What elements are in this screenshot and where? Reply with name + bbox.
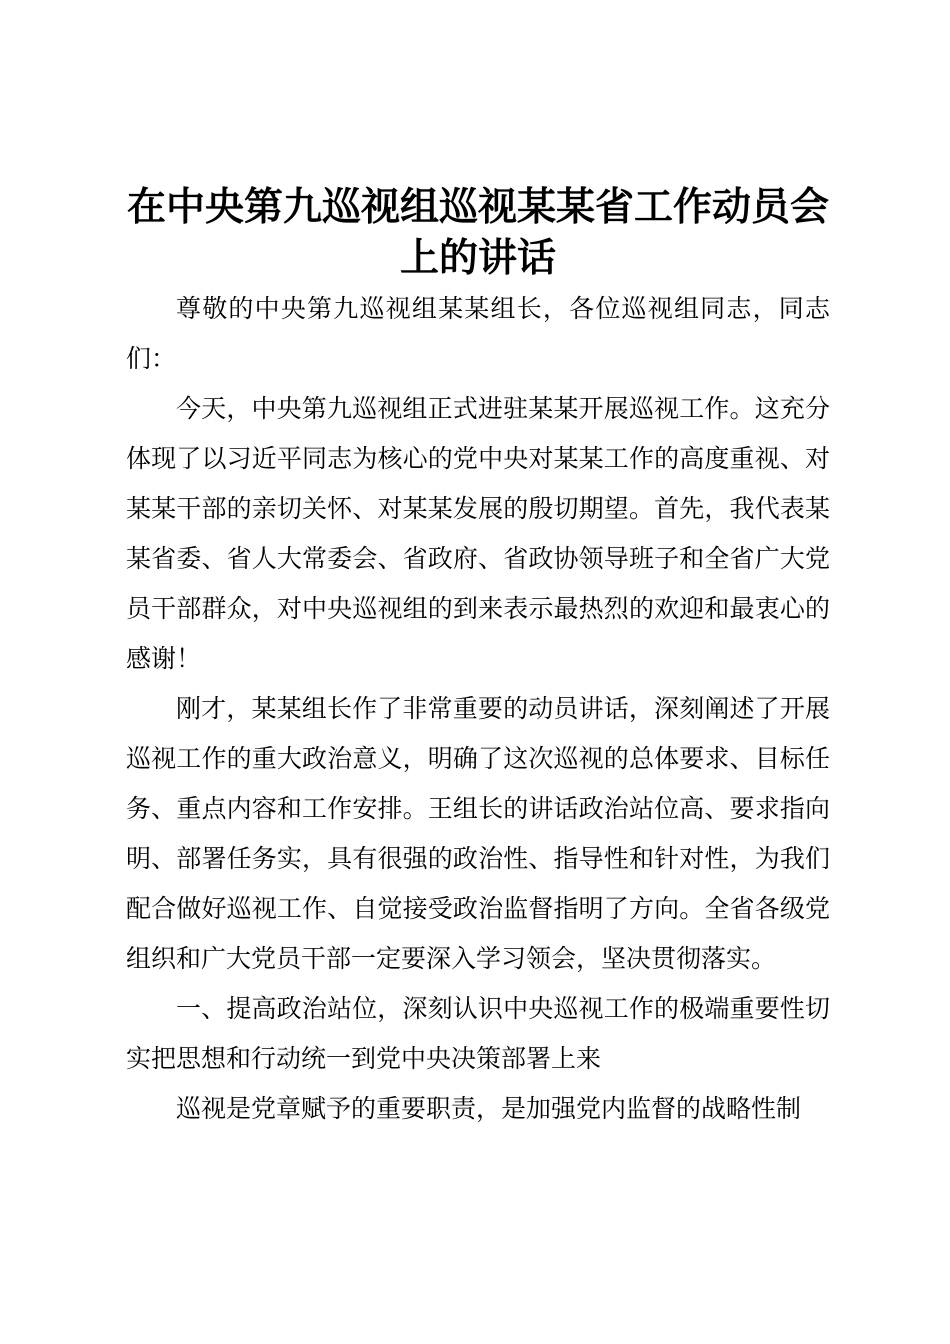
paragraph-1: 今天，中央第九巡视组正式进驻某某开展巡视工作。这充分体现了以习近平同志为核心的党中央对某某工作的高度重视、对某某干部的亲切关怀、对某某发展的殷切期望。首先，我代表某某省委、省人大常委会、省政府、省政协领导班子和全省广大党员干部群众，对中央巡视组的到来表示最热烈的欢迎和最衷心的感谢！ xyxy=(126,394,830,673)
section-heading: 一、提高政治站位，深刻认识中央巡视工作的极端重要性切实把思想和行动统一到党中央决策部署上来 xyxy=(126,994,830,1073)
document-title: 在中央第九巡视组巡视某某省工作动员会上的讲话 xyxy=(126,184,829,281)
document-page xyxy=(126,182,830,1134)
paragraph-2: 刚才，某某组长作了非常重要的动员讲话，深刻阐述了开展巡视工作的重大政治意义，明确了这次巡视的总体要求、目标任务、重点内容和工作安排。王组长的讲话政治站位高、要求指向明、部署任务实，具有很强的政治性、指导性和针对性，为我们配合做好巡视工作、自觉接受政治监督指明了方向。全省各级党组织和广大党员干部一定要深入学习领会，坚决贯彻落实。 xyxy=(126,694,830,973)
paragraph-3: 巡视是党章赋予的重要职责，是加强党内监督的战略性制 xyxy=(176,1094,802,1123)
salutation: 尊敬的中央第九巡视组某某组长，各位巡视组同志，同志们： xyxy=(126,294,830,373)
